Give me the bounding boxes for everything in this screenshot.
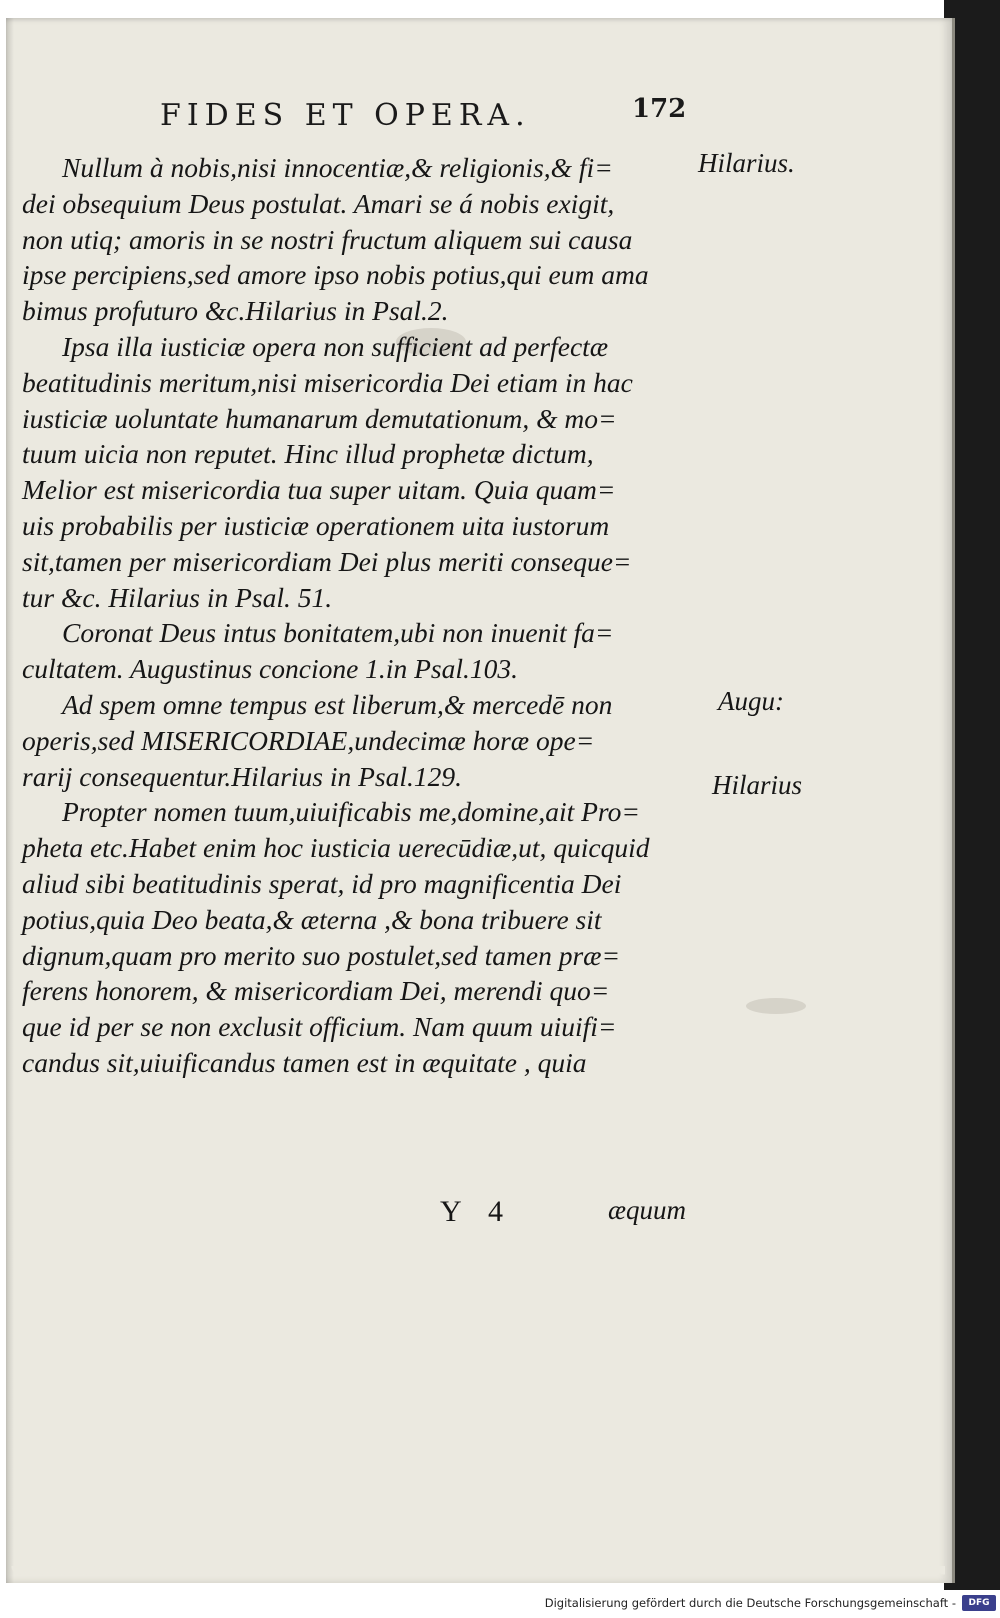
text-line: ipse percipiens,sed amore ipso nobis potius,qui eum ama bbox=[22, 259, 649, 291]
page-header bbox=[160, 94, 720, 138]
text-line: dei obsequium Deus postulat. Amari se á nobis exigit, bbox=[22, 187, 615, 219]
text-line: Coronat Deus intus bonitatem,ubi non inuenit fa= bbox=[62, 617, 614, 649]
text-line: Melior est misericordia tua super uitam. Quia quam= bbox=[22, 474, 616, 506]
catchword: æquum bbox=[608, 1195, 687, 1225]
text-line: tur &c. Hilarius in Psal. 51. bbox=[22, 581, 333, 613]
text-line: aliud sibi beatitudinis sperat, id pro magnificentia Dei bbox=[22, 867, 622, 899]
signature-mark: Y 4 bbox=[440, 1195, 514, 1228]
text-line: sit,tamen per misericordiam Dei plus meriti conseque= bbox=[22, 545, 632, 577]
text-line: tuum uicia non reputet. Hinc illud prophetæ dictum, bbox=[22, 438, 594, 470]
running-title: FIDES ET OPERA. bbox=[160, 98, 531, 133]
text-line: uis probabilis per iusticiæ operationem uita iustorum bbox=[22, 509, 610, 541]
paragraph bbox=[22, 329, 722, 615]
text-line: cultatem. Augustinus concione 1.in Psal.103. bbox=[22, 653, 518, 685]
dfg-logo-icon: DFG bbox=[962, 1595, 996, 1611]
folio-number: 172 bbox=[632, 94, 687, 124]
text-line: que id per se non exclusit officium. Nam quum uiuifi= bbox=[22, 1011, 617, 1043]
text-line: Nullum à nobis,nisi innocentiæ,& religionis,& fi= bbox=[62, 152, 613, 183]
text-line: dignum,quam pro merito suo postulet,sed tamen præ= bbox=[22, 939, 621, 971]
text-line: candus sit,uiuificandus tamen est in æquitate , quia bbox=[22, 1046, 587, 1078]
text-line: Ipsa illa iusticiæ opera non sufficient ad perfectæ bbox=[62, 330, 609, 362]
paper-stain bbox=[746, 998, 806, 1014]
paragraph bbox=[22, 615, 722, 687]
text-line: pheta etc.Habet enim hoc iusticia uerecūdiæ,ut, quicquid bbox=[22, 832, 650, 864]
text-line: Propter nomen tuum,uiuificabis me,domine,ait Pro= bbox=[62, 796, 640, 828]
text-line: operis,sed MISERICORDIAE,undecimæ horæ ope= bbox=[22, 724, 595, 756]
marginal-note-hilarius: Hilarius bbox=[712, 770, 803, 800]
footer-credit: Digitalisierung gefördert durch die Deutsche Forschungsgemeinschaft - bbox=[544, 1596, 956, 1610]
text-line: rarij consequentur.Hilarius in Psal.129. bbox=[22, 760, 463, 792]
body-text bbox=[22, 150, 722, 1081]
text-line: potius,quia Deo beata,& æterna ,& bona tribuere sit bbox=[22, 903, 602, 935]
text-line: iusticiæ uoluntate humanarum demutationum, & mo= bbox=[22, 402, 617, 434]
text-line: Ad spem omne tempus est liberum,& mercedē non bbox=[62, 688, 613, 720]
text-line: beatitudinis meritum,nisi misericordia Dei etiam in hac bbox=[22, 366, 633, 398]
torn-page-edge bbox=[10, 1566, 945, 1584]
text-line: bimus profuturo &c.Hilarius in Psal.2. bbox=[22, 295, 449, 327]
paragraph bbox=[22, 794, 722, 1080]
text-line: non utiq; amoris in se nostri fructum aliquem sui causa bbox=[22, 223, 633, 255]
marginal-note-augustinus: Augu: bbox=[718, 686, 784, 716]
paragraph bbox=[22, 687, 722, 794]
text-line: ferens honorem, & misericordiam Dei, merendi quo= bbox=[22, 975, 610, 1007]
digitization-footer bbox=[0, 1590, 1000, 1618]
marginal-note-hilarius: Hilarius. bbox=[698, 148, 795, 178]
paragraph bbox=[22, 150, 722, 329]
